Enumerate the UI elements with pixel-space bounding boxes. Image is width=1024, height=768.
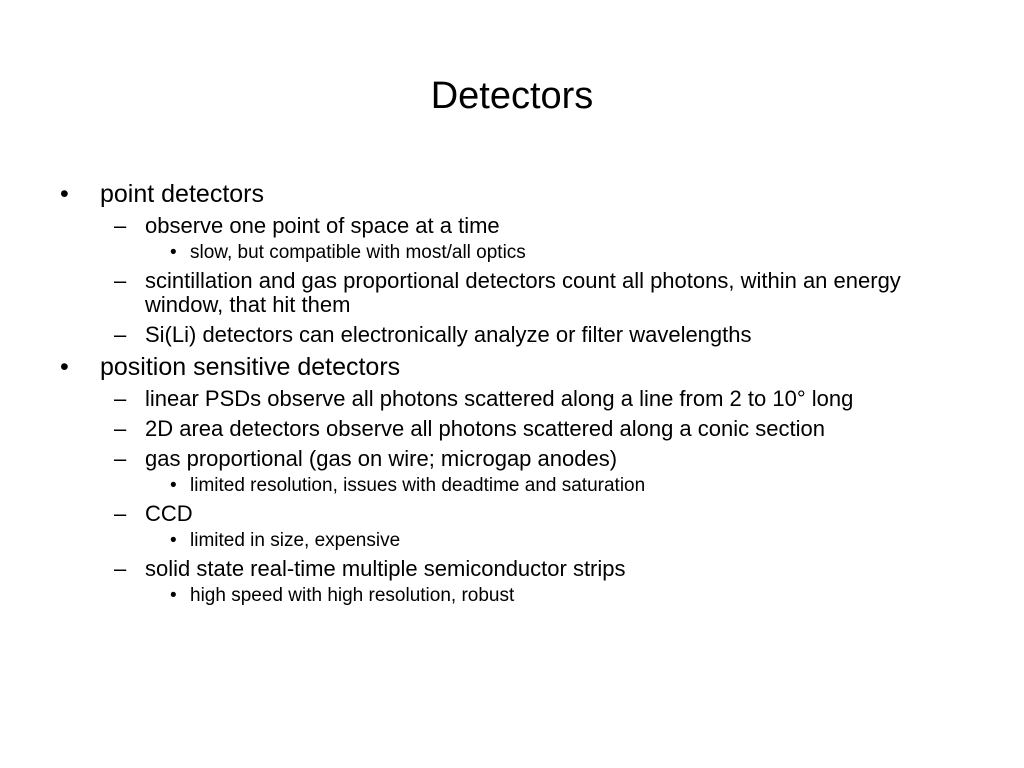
dash-marker: – bbox=[114, 322, 127, 347]
sub-sub-bullet-text: limited resolution, issues with deadtime and saturation bbox=[190, 475, 646, 496]
bullet-list bbox=[0, 180, 1024, 606]
sub-bullet bbox=[0, 269, 945, 317]
sub-bullet-text: linear PSDs observe all photons scattered along a line from 2 to 10° long bbox=[145, 386, 854, 411]
sub-sub-bullet bbox=[0, 475, 950, 496]
bullet-position-sensitive-detectors bbox=[0, 353, 940, 381]
dash-marker: – bbox=[114, 556, 127, 581]
sub-sub-bullet bbox=[0, 530, 950, 551]
dash-marker: – bbox=[114, 416, 127, 441]
sub-sub-bullet-text: high speed with high resolution, robust bbox=[190, 585, 515, 606]
sub-bullet bbox=[0, 502, 945, 526]
sub-bullet-text: solid state real-time multiple semiconductor strips bbox=[145, 556, 626, 581]
sub-sub-bullet-text: limited in size, expensive bbox=[190, 530, 401, 551]
sub-bullet-text: Si(Li) detectors can electronically analyze or filter wavelengths bbox=[145, 322, 752, 347]
bullet-point-detectors bbox=[0, 180, 940, 208]
bullet-marker: • bbox=[170, 530, 177, 551]
sub-sub-bullet-text: slow, but compatible with most/all optics bbox=[190, 242, 526, 263]
sub-bullet-text: observe one point of space at a time bbox=[145, 213, 500, 238]
sub-bullet-text: CCD bbox=[145, 501, 193, 526]
sub-sub-bullet bbox=[0, 242, 950, 263]
dash-marker: – bbox=[114, 213, 127, 238]
sub-bullet-text: scintillation and gas proportional detectors count all photons, within an energy window, that hit them bbox=[145, 268, 901, 317]
bullet-marker: • bbox=[170, 585, 177, 606]
dash-marker: – bbox=[114, 386, 127, 411]
sub-bullet-text: gas proportional (gas on wire; microgap anodes) bbox=[145, 446, 618, 471]
sub-bullet bbox=[0, 214, 945, 238]
sub-bullet bbox=[0, 323, 945, 347]
sub-bullet bbox=[0, 387, 945, 411]
bullet-marker: • bbox=[60, 180, 69, 208]
dash-marker: – bbox=[114, 446, 127, 471]
sub-bullet bbox=[0, 447, 945, 471]
bullet-text: position sensitive detectors bbox=[100, 353, 401, 381]
sub-bullet bbox=[0, 417, 945, 441]
sub-bullet bbox=[0, 557, 945, 581]
sub-sub-bullet bbox=[0, 585, 950, 606]
bullet-marker: • bbox=[170, 242, 177, 263]
bullet-marker: • bbox=[60, 353, 69, 381]
dash-marker: – bbox=[114, 501, 127, 526]
dash-marker: – bbox=[114, 268, 127, 293]
slide-title: Detectors bbox=[430, 75, 594, 117]
bullet-text: point detectors bbox=[100, 180, 264, 208]
sub-bullet-text: 2D area detectors observe all photons scattered along a conic section bbox=[145, 416, 825, 441]
bullet-marker: • bbox=[170, 475, 177, 496]
